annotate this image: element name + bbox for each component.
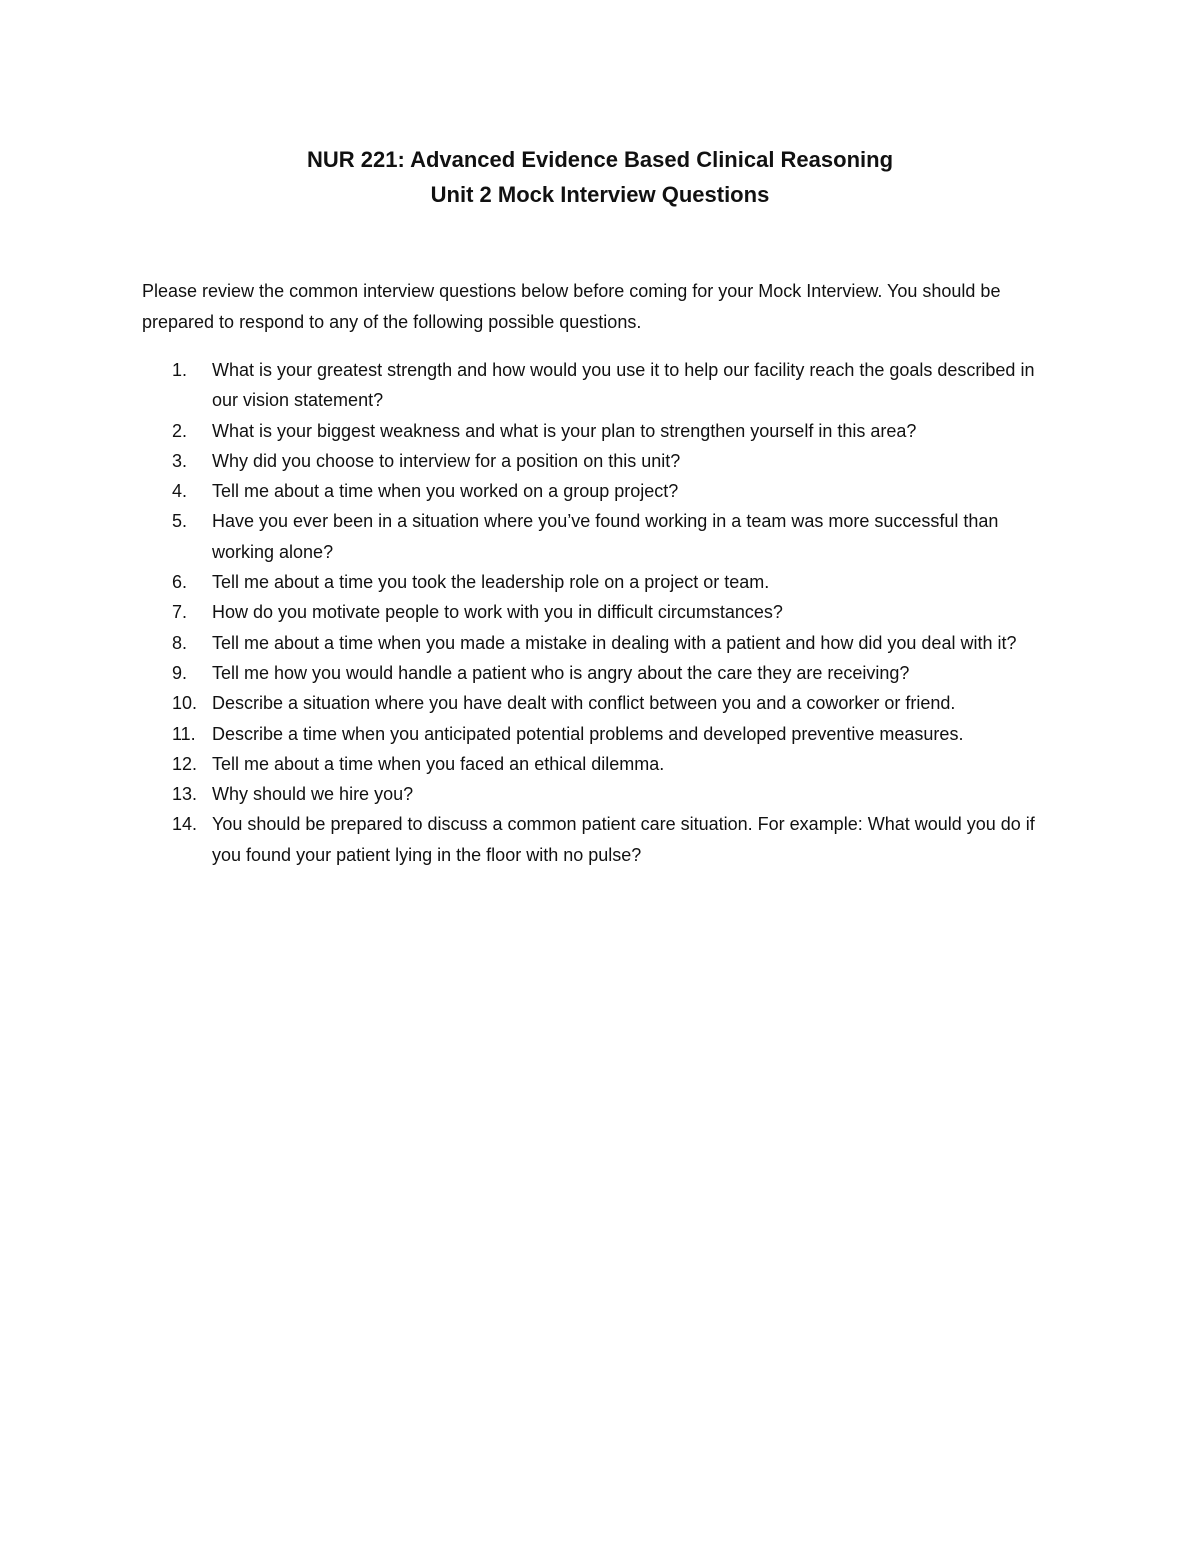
item-text: Describe a time when you anticipated potential problems and developed preventive measures. <box>212 723 964 744</box>
unit-title: Unit 2 Mock Interview Questions <box>430 182 770 207</box>
item-number: 14. <box>172 814 198 835</box>
item-text: Tell me how you would handle a patient who is angry about the care they are receiving? <box>212 662 910 683</box>
item-text: Describe a situation where you have dealt with conflict between you and a coworker or friend. <box>212 693 956 714</box>
list-item <box>142 446 1062 476</box>
list-item <box>142 416 1062 446</box>
item-number: 2. <box>172 420 188 441</box>
item-text: Tell me about a time when you made a mistake in dealing with a patient and how did you deal with it? <box>212 632 1017 653</box>
item-text: Have you ever been in a situation where you’ve found working in a team was more successful than working alone? <box>212 511 999 562</box>
list-item <box>142 597 1062 627</box>
item-text: Tell me about a time when you worked on a group project? <box>212 481 679 502</box>
item-number: 10. <box>172 693 198 714</box>
question-list <box>142 355 1062 870</box>
list-item <box>142 355 1062 416</box>
list-item <box>142 506 1062 567</box>
item-text: What is your biggest weakness and what is your plan to strengthen yourself in this area? <box>212 420 917 441</box>
intro-paragraph: Please review the common interview questions below before coming for your Mock Interview. You should be prepared to respond to any of the following possible questions. <box>142 281 1001 332</box>
list-item <box>142 628 1062 658</box>
item-text: How do you motivate people to work with you in difficult circumstances? <box>212 602 783 623</box>
list-item <box>142 658 1062 688</box>
list-item <box>142 567 1062 597</box>
item-number: 12. <box>172 753 198 774</box>
item-number: 9. <box>172 662 188 683</box>
list-item <box>142 809 1062 870</box>
list-item <box>142 476 1062 506</box>
item-number: 4. <box>172 481 188 502</box>
item-number: 11. <box>172 723 196 744</box>
item-text: Tell me about a time you took the leadership role on a project or team. <box>212 572 770 593</box>
item-number: 5. <box>172 511 188 532</box>
item-number: 1. <box>172 360 188 380</box>
list-item <box>142 719 1062 749</box>
item-number: 6. <box>172 572 188 593</box>
item-text: Why did you choose to interview for a position on this unit? <box>212 450 681 471</box>
item-number: 3. <box>172 450 188 471</box>
item-number: 13. <box>172 784 198 805</box>
item-text: What is your greatest strength and how would you use it to help our facility reach the goals described in our vision statement? <box>212 360 1035 411</box>
item-number: 8. <box>172 632 188 653</box>
item-number: 7. <box>172 602 188 623</box>
item-text: You should be prepared to discuss a common patient care situation. For example: What would you do if you found your patient lying in the floor with no pulse? <box>212 814 1035 865</box>
course-title: NUR 221: Advanced Evidence Based Clinical Reasoning <box>306 147 894 172</box>
list-item <box>142 749 1062 779</box>
document-title <box>0 142 1200 212</box>
item-text: Tell me about a time when you faced an ethical dilemma. <box>212 753 665 774</box>
list-item <box>142 688 1062 718</box>
list-item <box>142 779 1062 809</box>
item-text: Why should we hire you? <box>212 784 414 805</box>
